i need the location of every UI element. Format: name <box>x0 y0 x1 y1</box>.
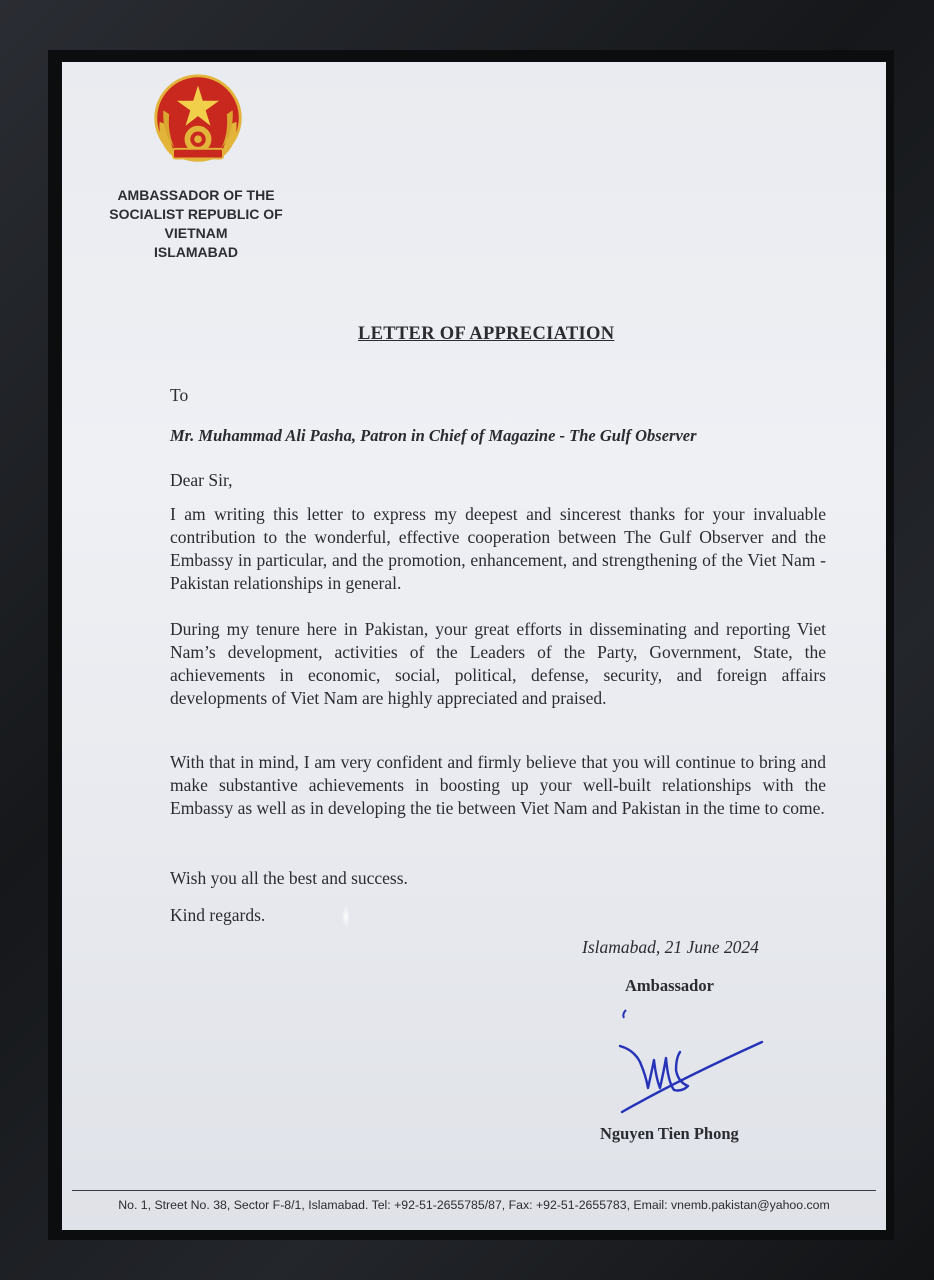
vietnam-national-emblem-icon <box>150 72 246 168</box>
body-paragraph-2: During my tenure here in Pakistan, your great efforts in disseminating and reporting Viet Nam’s development, activities of the Leaders of the Party, Government, State, the achievements in economic, social, political, defense, security, and foreign affairs developments of Viet Nam are highly appreciated and praised. <box>170 619 826 708</box>
signer-role: Ambassador <box>625 976 714 995</box>
letter-title: LETTER OF APPRECIATION <box>358 324 615 344</box>
org-line-1: AMBASSADOR OF THE <box>117 187 275 203</box>
footer-divider <box>72 1190 876 1191</box>
recipient: Mr. Muhammad Ali Pasha, Patron in Chief of Magazine - The Gulf Observer <box>170 426 697 445</box>
org-line-2: SOCIALIST REPUBLIC OF VIETNAM <box>109 206 283 241</box>
sender-organization <box>76 186 316 262</box>
letter-page <box>62 62 886 1230</box>
body-paragraph-3: With that in mind, I am very confident and firmly believe that you will continue to bring and make substantive achievements in boosting up your well-built relationships with the Embassy as well as in developing the tie between Viet Nam and Pakistan in the time to come. <box>170 752 826 818</box>
closing-regards: Kind regards. <box>170 905 266 925</box>
signature-icon <box>608 1000 768 1120</box>
glass-reflection <box>342 906 350 928</box>
org-line-3: ISLAMABAD <box>154 244 238 260</box>
salutation: Dear Sir, <box>170 470 233 490</box>
closing-wish: Wish you all the best and success. <box>170 868 408 888</box>
body-paragraph-1: I am writing this letter to express my deepest and sincerest thanks for your invaluable contribution to the wonderful, effective cooperation between The Gulf Observer and the Embassy in particular, and the promotion, enhancement, and strengthening of the Viet Nam - Pakistan relationships in general. <box>170 504 826 593</box>
footer-address: No. 1, Street No. 38, Sector F-8/1, Islamabad. Tel: +92-51-2655785/87, Fax: +92-51-2655783, Email: vnemb.pakistan@yahoo.com <box>118 1198 830 1212</box>
to-label: To <box>170 385 189 405</box>
signer-name: Nguyen Tien Phong <box>600 1124 739 1143</box>
place-and-date: Islamabad, 21 June 2024 <box>582 937 759 957</box>
